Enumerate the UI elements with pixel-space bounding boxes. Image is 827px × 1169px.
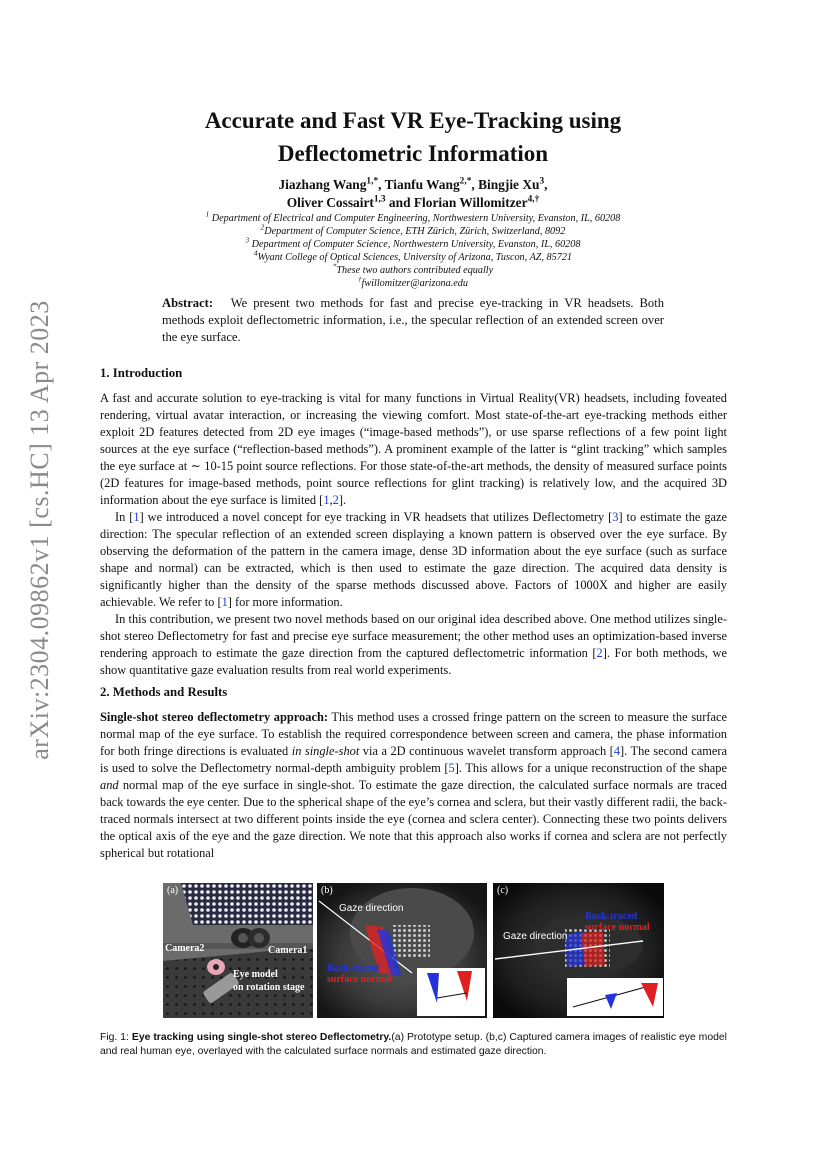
title-line-2: Deflectometric Information — [277, 141, 549, 166]
paragraph: Single-shot stereo deflectometry approach: This method uses a crossed fringe pattern on the screen to measure the surface normal map of the eye surface. To establish the required correspondence between screen and camera, the phase information for both fringe directions is evaluated in single-shot via a 2D continuous wavelet transform approach [4]. The second camera is used to solve the Deflectometry normal-depth ambiguity problem [5]. This allows for a unique reconstruction of the shape and normal map of the eye surface in single-shot. To estimate the gaze direction, the calculated surface normals are traced back towards the eye center. Due to the spherical shape of the eye’s cornea and sclera, but their vastly different radii, the back-traced normals intersect at two different points inside the eye (cornea and sclera center). Connecting these two points delivers the optical axis of the eye and the gaze direction. We note that this approach also works if cornea and sclera are not perfectly spherical but rotational — [100, 710, 727, 860]
section-heading-introduction: 1. Introduction — [100, 366, 183, 380]
abstract-text: We present two methods for fast and precise eye-tracking in VR headsets. Both methods exploit deflectometric information, i.e., the specular reflection of an extended screen over the eye surface. — [162, 296, 665, 344]
paragraph: In [1] we introduced a novel concept for eye tracking in VR headsets that utilizes Deflectometry [3] to estimate the gaze direction: The specular reflection of an extended screen displaying a known pattern is observed over the eye surface. By observing the deformation of the pattern in the camera image, dense 3D information about the eye surface (such as surface shape and normal) can be extracted, which is then used to estimate the gaze direction. The acquired data density is significantly higher than the density of the sparse methods discussed above. Factors of 1000X and higher are easily achievable. We refer to [1] for more information. — [100, 510, 728, 609]
citation-link[interactable]: 1 — [221, 595, 228, 609]
caption-title: Eye tracking using single-shot stereo Deflectometry. — [131, 1032, 392, 1043]
equal-contribution-note: *These two authors contributed equally — [332, 262, 494, 277]
figure-1 — [163, 883, 664, 1018]
eye-model-label: Eye model on rotation stage — [233, 969, 305, 993]
citation-link[interactable]: 3 — [612, 510, 619, 524]
abstract — [162, 295, 664, 346]
author-sup: 3 — [539, 176, 545, 187]
introduction-body — [100, 390, 727, 679]
back-traced-normal-label: Back-traced surface normal — [585, 911, 650, 933]
human-eye-camera-image — [493, 883, 664, 1018]
arxiv-sidebar — [18, 190, 62, 870]
affiliation: $^2$Department of Computer Science, ETH Zürich, Zürich, Switzerland, 8092 — [260, 223, 566, 238]
caption-prefix: Fig. 1: — [100, 1032, 132, 1043]
panel-label: (b) — [321, 885, 333, 896]
citation-link[interactable]: 2 — [596, 646, 603, 660]
camera1-label: Camera1 — [268, 945, 308, 956]
author-name: Oliver Cossairt — [286, 195, 374, 210]
figure-panel-b — [317, 883, 487, 1018]
affiliation: $^3$ Department of Computer Science, Northwestern University, Evanston, IL, 60208 — [245, 236, 581, 251]
citation-link[interactable]: 4 — [613, 744, 621, 758]
author-name: Tianfu Wang — [384, 177, 460, 192]
author-list: Jiazhang Wang$^{1,*}$, Tianfu Wang$^{2,*}$, Bingjie Xu$^3$, Oliver Cossairt$^{1,3}$ and Florian Willomitzer$^{4,\dagger}$ — [278, 176, 548, 210]
camera2-label: Camera2 — [165, 943, 205, 954]
author-sup: 1,3 — [373, 194, 386, 205]
gaze-direction-label: Gaze direction — [503, 931, 568, 942]
surface-normals — [565, 931, 605, 967]
author-name: Jiazhang Wang — [278, 177, 367, 192]
author-sup: 1,* — [366, 176, 379, 187]
figure-panel-a — [163, 883, 313, 1018]
citation-link[interactable]: 2 — [332, 493, 339, 507]
section-heading-methods: 2. Methods and Results — [100, 685, 228, 699]
author-sup: 2,* — [459, 176, 472, 187]
title-line-1: Accurate and Fast VR Eye-Tracking using — [204, 108, 622, 133]
corresponding-email: †fwillomitzer@arizona.edu — [357, 276, 468, 290]
author-name: Florian Willomitzer — [413, 195, 528, 210]
affiliations — [100, 212, 726, 291]
gaze-direction-label: Gaze direction — [339, 903, 404, 914]
citation-link[interactable]: 1 — [323, 493, 330, 507]
author-name: Bingjie Xu — [478, 177, 540, 192]
paper-title — [100, 104, 726, 170]
panel-label: (c) — [497, 885, 509, 896]
figure-caption — [100, 1031, 727, 1059]
affiliation: $^1$ Department of Electrical and Computer Engineering, Northwestern University, Evanston, IL, 60208 — [205, 210, 621, 224]
methods-body — [100, 709, 727, 862]
back-traced-normal-label: Back-traced surface normal — [327, 963, 392, 985]
affiliation: $^4$Wyant College of Optical Sciences, University of Arizona, Tuscon, AZ, 85721 — [253, 249, 573, 264]
caption-text: (a) Prototype setup. (b,c) Captured camera images of realistic eye model and real human eye, overlayed with the calculated surface normals and estimated gaze direction. — [100, 1032, 727, 1057]
arxiv-id: arXiv:2304.09862v1 [cs.HC] 13 Apr 2023 — [25, 300, 54, 760]
paragraph: In this contribution, we present two novel methods based on our original idea described above. One method utilizes single-shot stereo Deflectometry for fast and precise eye surface measurement; the other method uses an optimization-based inverse rendering approach to estimate the gaze direction from the captured deflectometric information [2]. For both methods, we show quantitative gaze evaluation results from real world experiments. — [100, 612, 727, 677]
author-sup: 4,† — [527, 194, 540, 205]
panel-label: (a) — [167, 885, 179, 896]
figure-panel-c — [493, 883, 664, 1018]
paragraph: A fast and accurate solution to eye-tracking is vital for many functions in Virtual Reality(VR) headsets, including foveated rendering, virtual avatar interaction, or increasing the viewing comfort. Most state-of-the-art eye-tracking methods either exploit 2D features detected from 2D eye images (“image-based methods”), or use sparse reflections of a few point light sources at the eye surface (“reflection-based methods”). A prominent example of the latter is “glint tracking” which samples the eye surface at ∼ 10-15 point source reflections. For those state-of-the-art methods, the density of measured surface points (2D features for image-based methods, point source reflections for glint tracking) is relatively low, and the acquired 3D information about the eye surface is limited [1,2]. — [100, 391, 727, 507]
citation-link[interactable]: 5 — [448, 761, 455, 775]
citation-link[interactable]: 1 — [133, 510, 140, 524]
abstract-label: Abstract: — [162, 296, 214, 310]
